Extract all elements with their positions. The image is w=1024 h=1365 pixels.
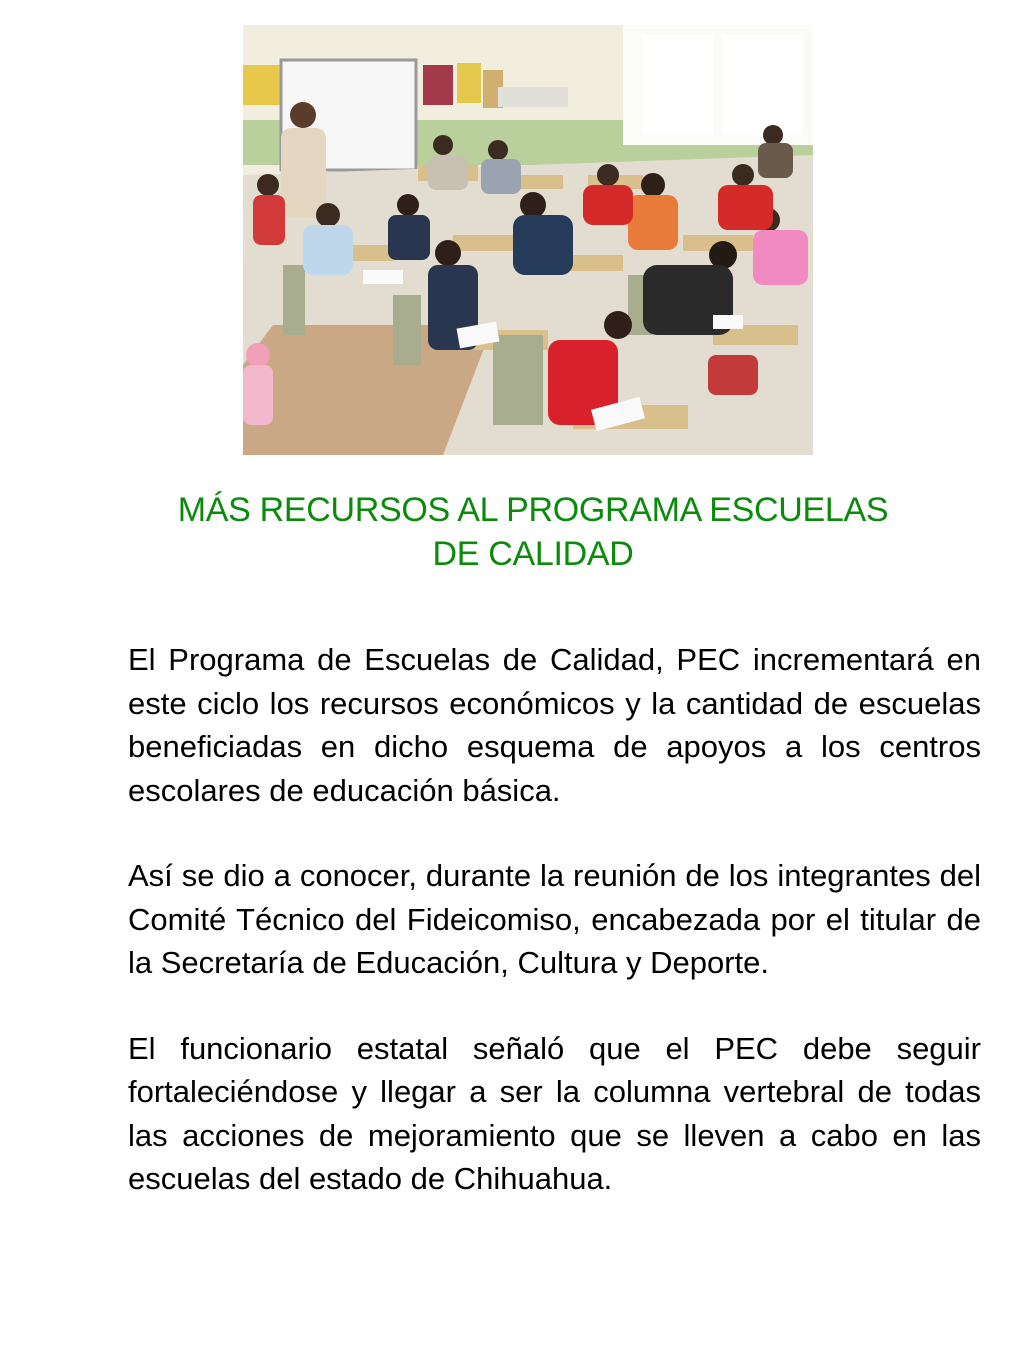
article-body — [128, 638, 981, 1243]
article-title-line-2: DE CALIDAD — [432, 535, 634, 573]
article-paragraph-2: Así se dio a conocer, durante la reunión de los integrantes del Comité Técnico del Fideicomiso, encabezada por el titular de la Secretaría de Educación, Cultura y Deporte. — [128, 858, 981, 980]
article-paragraph-3: El funcionario estatal señaló que el PEC debe seguir fortaleciéndose y llegar a ser la columna vertebral de todas las acciones de mejoramiento que se lleven a cabo en las escuelas del estado de Chihuahua. — [128, 1030, 981, 1196]
article-title — [100, 488, 966, 576]
article-title-line-1: MÁS RECURSOS AL PROGRAMA ESCUELAS — [177, 491, 889, 529]
article-paragraph-1: El Programa de Escuelas de Calidad, PEC incrementará en este ciclo los recursos económicos y la cantidad de escuelas beneficiadas en dicho esquema de apoyos a los centros escolares de educación básica. — [128, 642, 981, 808]
classroom-photo — [243, 25, 813, 455]
